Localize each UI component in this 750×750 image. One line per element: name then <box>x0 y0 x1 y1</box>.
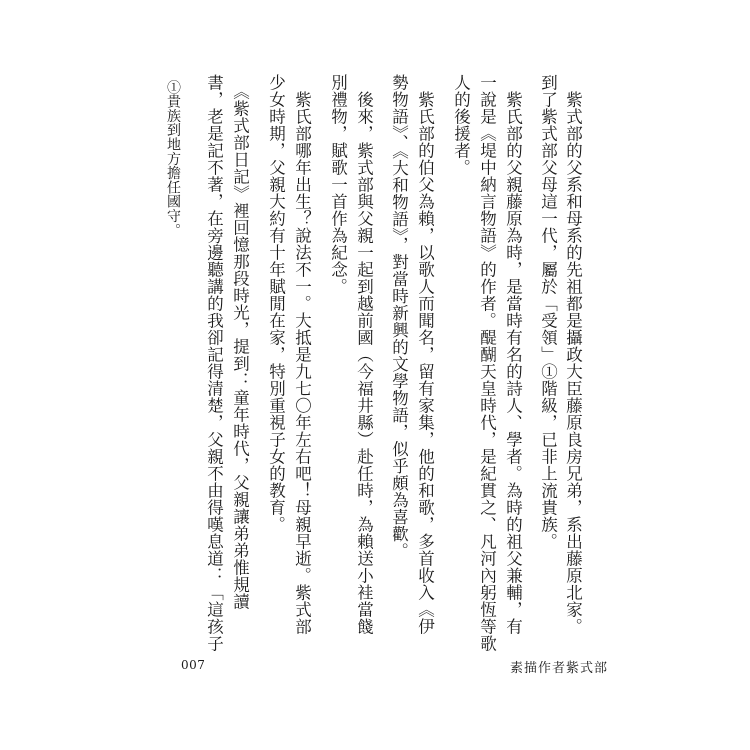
page-number: 007 <box>181 658 206 672</box>
text-column-7: 勢物語》、《大和物語》，對當時新興的文學物語，似乎頗為喜歡。 <box>389 74 409 560</box>
text-column-6: 紫氏部的伯父為賴，以歌人而聞名，留有家集，他的和歌，多首收入《伊 <box>415 74 435 635</box>
text-column-3: 紫氏部的父親藤原為時，是當時有名的詩人、學者。為時的祖父兼輔，有 <box>503 74 523 635</box>
text-column-5: 人的後援者。 <box>451 74 471 176</box>
text-column-13: 書，老是記不著，在旁邊聽講的我卻記得清楚，父親不由得嘆息道：「這孩子 <box>204 74 224 652</box>
text-column-4: 一說是《堤中納言物語》的作者。醍醐天皇時代，是紀貫之、凡河內躬恆等歌 <box>477 74 497 652</box>
text-column-11: 少女時期，父親大約有十年賦閒在家，特別重視子女的教育。 <box>266 74 286 533</box>
footnote: ①貴族到地方擔任國守。 <box>165 80 181 238</box>
text-column-12: 《紫式部日記》裡回憶那段時光，提到：童年時代，父親讓弟弟惟規讀 <box>230 74 250 610</box>
text-column-8: 後來，紫式部與父親一起到越前國（今福井縣）赴任時，為賴送小袿當餞 <box>354 74 374 635</box>
text-column-9: 別禮物，賦歌一首作為紀念。 <box>328 74 348 295</box>
text-column-1: 紫式部的父系和母系的先祖都是攝政大臣藤原良房兄弟，系出藤原北家。 <box>563 74 583 635</box>
text-column-2: 到了紫式部父母這一代，屬於「受領」①階級，已非上流貴族。 <box>538 74 558 550</box>
text-column-10: 紫氏部哪年出生？說法不一。大抵是九七〇年左右吧！母親早逝。紫式部 <box>292 74 312 635</box>
running-title: 素描作者紫式部 <box>509 661 608 676</box>
